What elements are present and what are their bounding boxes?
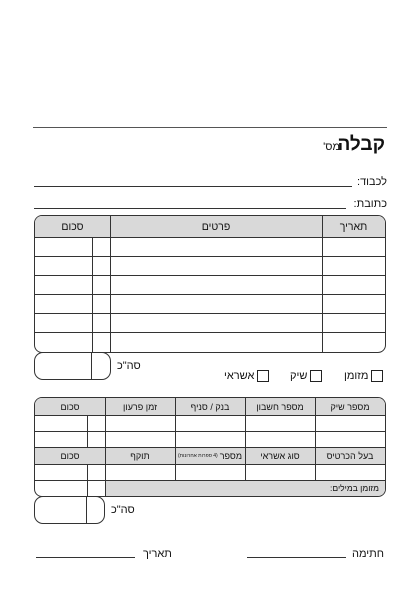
table-col-line	[105, 398, 106, 496]
card-number-label: מספר	[219, 450, 242, 461]
check-header-account-number: מספר חשבון	[245, 398, 315, 415]
payment-method-label: אשראי	[224, 370, 255, 382]
items-table	[34, 215, 386, 353]
table-row-line	[35, 447, 385, 448]
payment-method-cash[interactable]	[344, 370, 383, 382]
cash-in-words-label: מזומן במילים:	[329, 483, 379, 493]
header-rule	[33, 127, 387, 128]
payment-method-check[interactable]	[290, 370, 322, 382]
date-field[interactable]	[36, 557, 135, 558]
signature-label: חתימה	[351, 548, 384, 560]
check-header-bank-branch: בנק / סניף	[175, 398, 245, 415]
checkbox-icon[interactable]	[257, 370, 269, 382]
to-field[interactable]	[34, 186, 352, 187]
address-field[interactable]	[34, 208, 346, 209]
table-row-line	[35, 237, 385, 238]
total-divider	[91, 352, 92, 379]
items-header-amount: סכום	[35, 216, 110, 237]
table-col-line	[110, 216, 111, 352]
receipt-number-label: מס'	[323, 141, 340, 153]
check-header-amount: סכום	[35, 398, 105, 415]
card-header-amount: סכום	[35, 447, 105, 464]
items-total-box[interactable]	[34, 352, 111, 380]
payment-table	[34, 397, 386, 497]
card-header-type: סוג אשראי	[245, 447, 315, 464]
checkbox-icon[interactable]	[371, 370, 383, 382]
payment-method-label: שיק	[290, 370, 308, 382]
check-header-check-number: מספר שיק	[315, 398, 385, 415]
total-divider	[86, 496, 87, 523]
card-header-holder: בעל הכרטיס	[315, 447, 385, 464]
table-row-line	[35, 256, 385, 257]
card-number-note: (4 ספרות אחרונות)	[178, 452, 218, 459]
table-col-line	[245, 398, 246, 480]
items-header-date: תאריך	[322, 216, 385, 237]
table-row-line	[35, 275, 385, 276]
items-total-label: סה"כ	[117, 360, 141, 372]
to-label: לכבוד:	[357, 176, 387, 188]
checkbox-icon[interactable]	[310, 370, 322, 382]
table-col-line	[87, 415, 88, 447]
table-col-line	[175, 398, 176, 480]
date-label: תאריך	[143, 548, 172, 560]
receipt-title: קבלה	[337, 134, 385, 155]
table-row-line	[35, 313, 385, 314]
cash-in-words-field[interactable]	[105, 480, 385, 496]
table-col-line	[322, 216, 323, 352]
table-col-line	[92, 237, 93, 352]
table-col-line	[87, 464, 88, 496]
check-header-due-date: זמן פרעון	[105, 398, 175, 415]
payment-method-credit[interactable]	[224, 370, 269, 382]
payment-total-box[interactable]	[34, 496, 105, 524]
card-header-number	[175, 447, 245, 464]
payment-total-label: סה"כ	[111, 504, 135, 516]
address-label: כתובת:	[353, 198, 387, 210]
table-row-line	[35, 332, 385, 333]
table-row-line	[35, 294, 385, 295]
payment-method-label: מזומן	[344, 370, 369, 382]
table-col-line	[315, 398, 316, 480]
items-header-details: פרטים	[110, 216, 322, 237]
signature-field[interactable]	[247, 557, 346, 558]
card-header-validity: תוקף	[105, 447, 175, 464]
